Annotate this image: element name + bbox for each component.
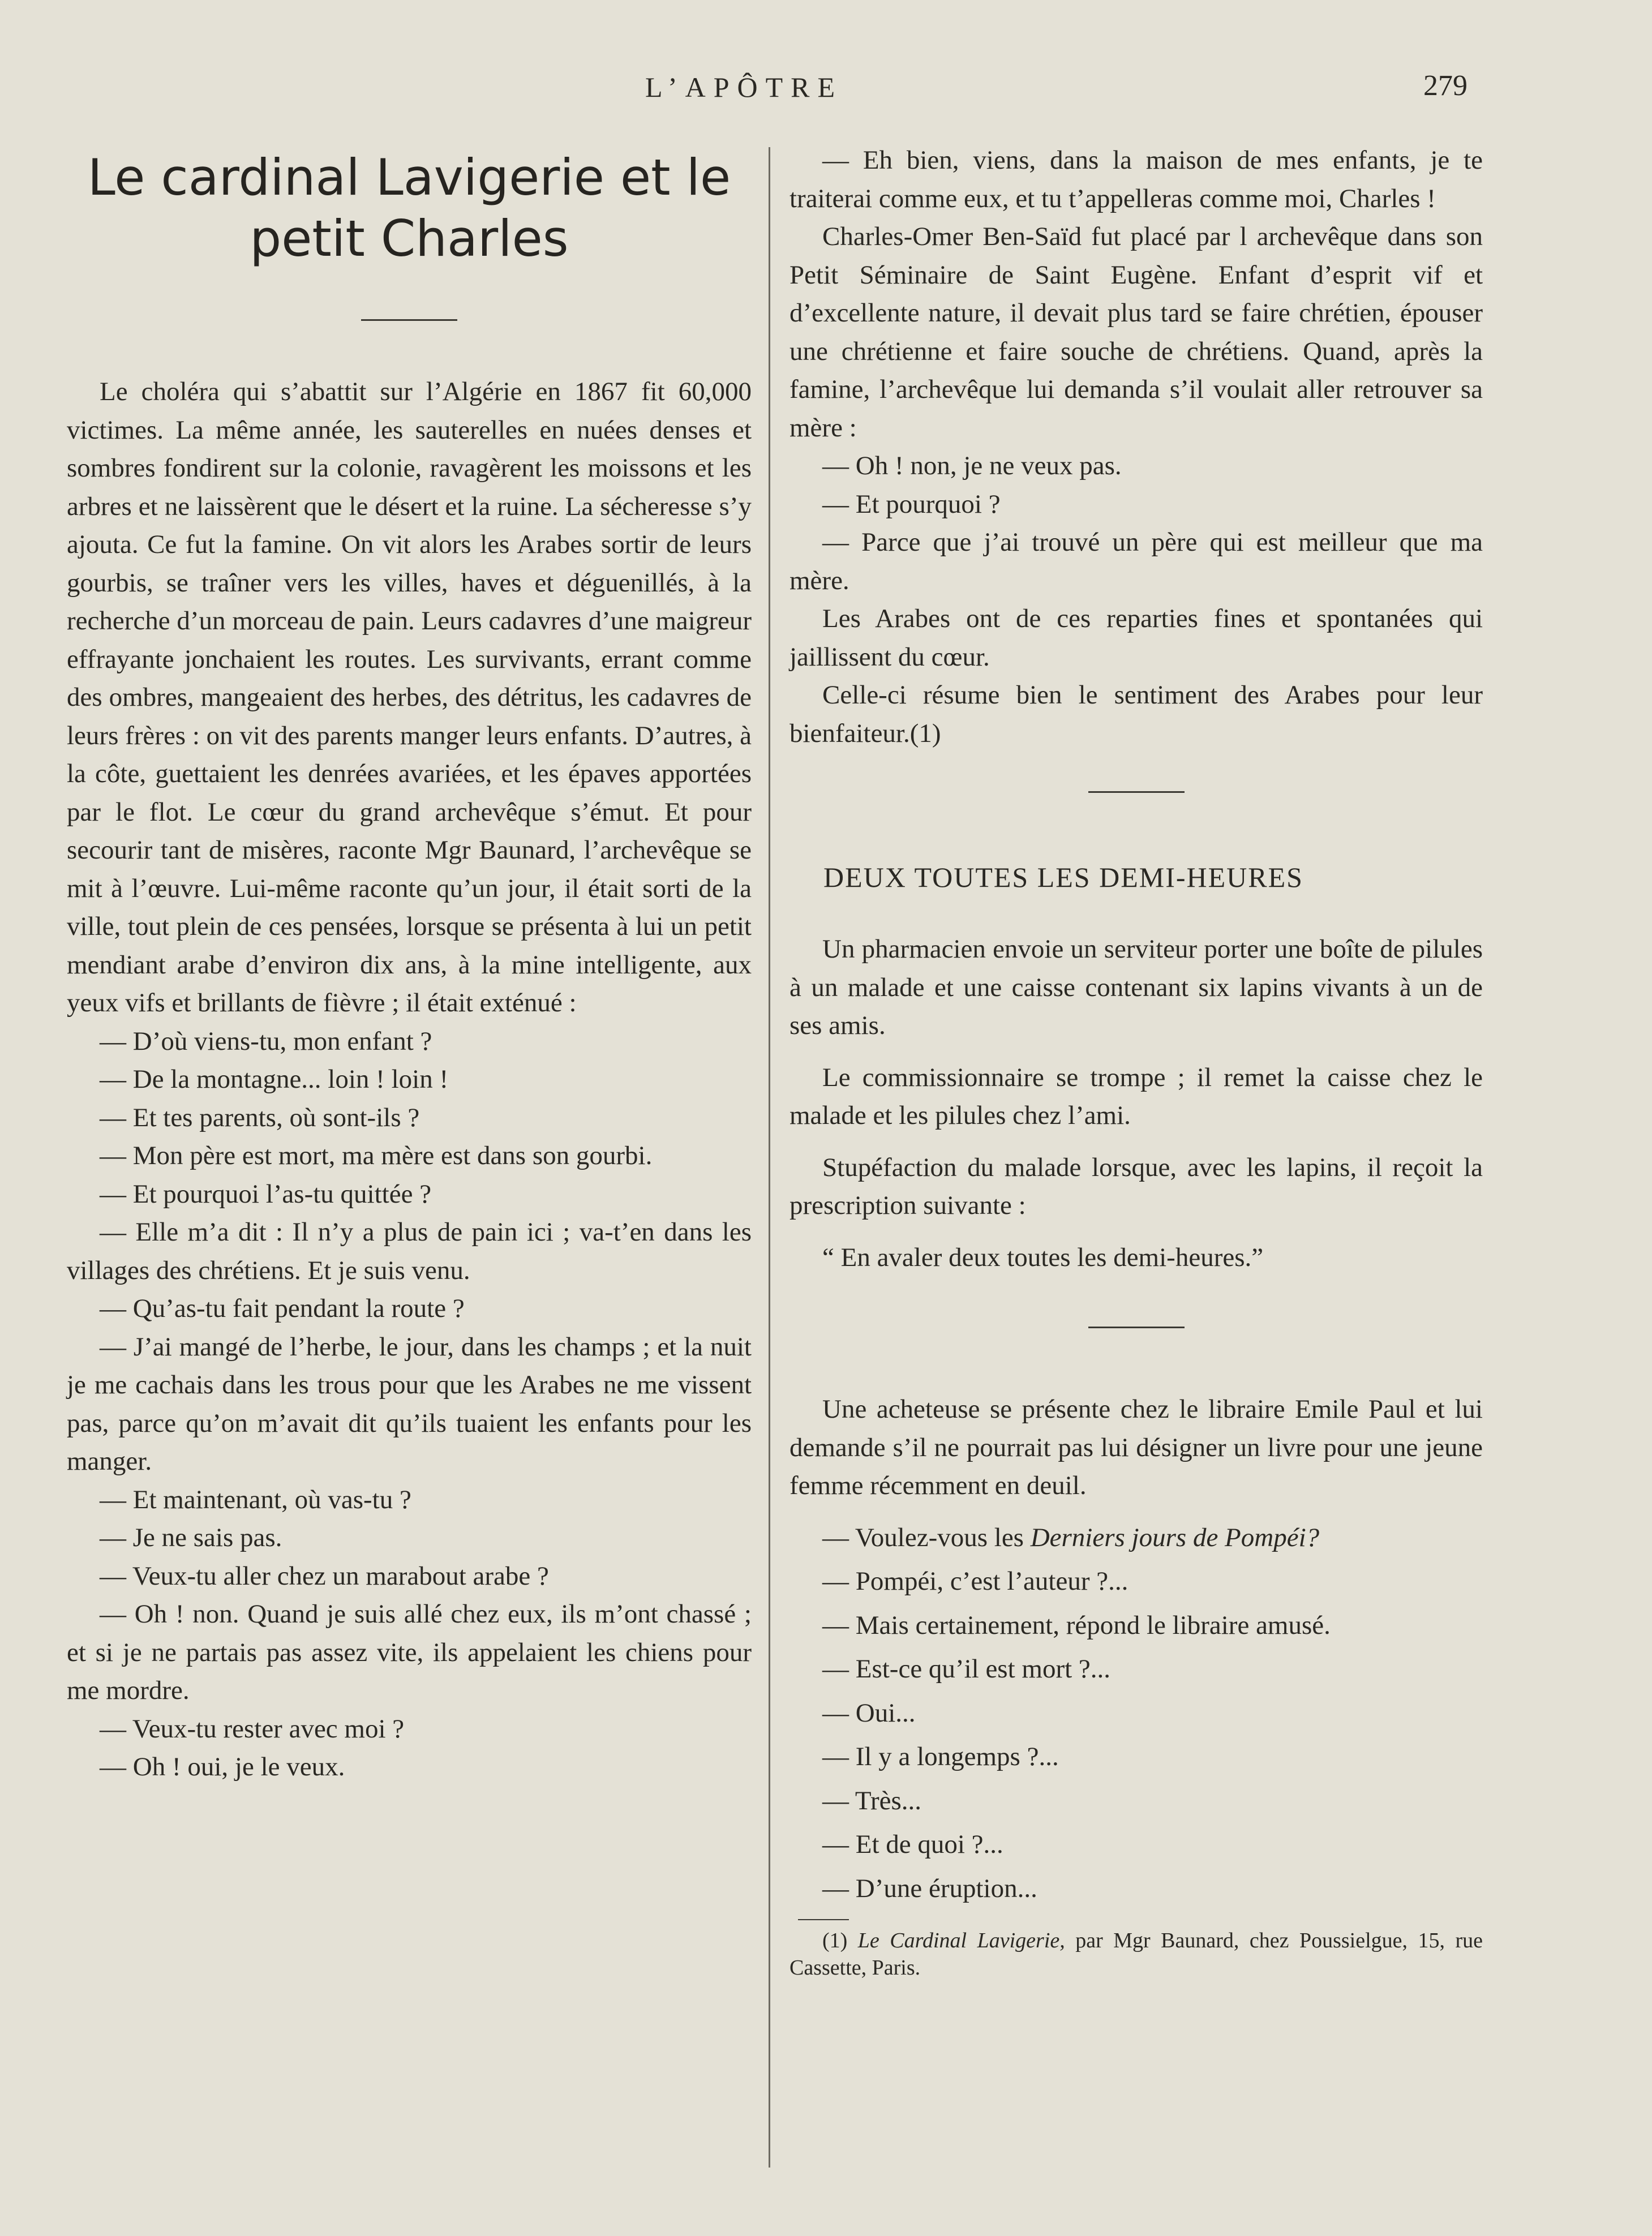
dialogue-line: — Eh bien, viens, dans la maison de mes enfants, je te traiterai comme eux, et tu t’appelleras comme moi, Charles ! — [789, 145, 1483, 213]
dialogue-line: — D’où viens-tu, mon enfant ? — [100, 1026, 432, 1056]
dialogue-line: — De la montagne... loin ! loin ! — [100, 1065, 449, 1094]
dialogue-line: — Je ne sais pas. — [100, 1523, 282, 1552]
footnote-rule — [798, 1919, 849, 1920]
page-number: 279 — [1423, 70, 1468, 102]
dialogue-line: — Et de quoi ?... — [822, 1830, 1003, 1859]
section-heading: DEUX TOUTES LES DEMI-HEURES — [823, 861, 1303, 893]
right-column — [789, 141, 1483, 1981]
dialogue-line: — Elle m’a dit : Il n’y a plus de pain ici ; va-t’en dans les villages des chrétiens. Et je suis venu. — [67, 1217, 752, 1285]
paragraph: Le choléra qui s’abattit sur l’Algérie en 1867 fit 60,000 victimes. La même année, les sauterelles en nuées denses et sombres fondirent sur la colonie, ravagèrent les moissons et les arbres et ne laissèrent que le désert et la ruine. La sécheresse s’y ajouta. Ce fut la famine. On vit alors les Arabes sortir de leurs gourbis, se traîner vers les villes, haves et déguenillés, à la recherche d’un morceau de pain. Leurs cadavres d’une maigreur effrayante jonchaient les routes. Les survivants, errant comme des ombres, mangeaient des herbes, des détritus, les cadavres de leurs frères : on vit des parents manger leurs enfants. D’autres, à la côte, guettaient les denrées avariées, et les épaves apportées par le flot. Le cœur du grand archevêque s’émut. Et pour secourir tant de misères, raconte Mgr Baunard, l’archevêque se mit à l’œuvre. Lui-même raconte qu’un jour, il était sorti de la ville, tout plein de ces pensées, lorsque se présenta à lui un petit mendiant arabe d’environ dix ans, à la mine intelligente, aux yeux vifs et brillants de fièvre ; il était exténué : — [67, 377, 752, 1018]
paragraph: Une acheteuse se présente chez le libraire Emile Paul et lui demande s’il ne pourrait pas lui désigner un livre pour une jeune femme récemment en deuil. — [789, 1394, 1483, 1500]
dialogue-line: — Et maintenant, où vas-tu ? — [100, 1484, 411, 1514]
dialogue-line: — J’ai mangé de l’herbe, le jour, dans les champs ; et la nuit je me cachais dans les trous pour que les Arabes ne me vissent pas, parce qu’on m’avait dit qu’ils tuaient les enfants pour les manger. — [67, 1332, 752, 1476]
dialogue-line: — Mon père est mort, ma mère est dans son gourbi. — [100, 1141, 653, 1170]
dialogue-line: — Oh ! non. Quand je suis allé chez eux, ils m’ont chassé ; et si je ne partais pas assez vite, ils appelaient les chiens pour me mordre. — [67, 1599, 752, 1705]
section-separator — [1088, 1327, 1185, 1328]
dialogue-line: — Est-ce qu’il est mort ?... — [822, 1654, 1111, 1684]
footnote — [789, 1927, 1483, 1981]
running-title: L’APÔTRE — [645, 71, 843, 103]
dialogue-line: — Mais certainement, répond le libraire amusé. — [822, 1610, 1331, 1640]
paragraph: Celle-ci résume bien le sentiment des Arabes pour leur bienfaiteur.(1) — [789, 680, 1483, 748]
footnote-book-title: Le Cardinal Lavigerie, — [857, 1929, 1065, 1952]
left-column — [67, 136, 752, 1787]
article-title: Le cardinal Lavigerie et le petit Charles — [87, 148, 731, 268]
dialogue-line: — Pompéi, c’est l’auteur ?... — [822, 1567, 1128, 1596]
dialogue-line: — Qu’as-tu fait pendant la route ? — [100, 1294, 465, 1323]
dialogue-line: — Veux-tu rester avec moi ? — [100, 1714, 405, 1744]
footnote-marker: (1) — [822, 1929, 858, 1952]
dialogue-line: — Oh ! non, je ne veux pas. — [822, 451, 1122, 480]
footnote-text: par Mgr Baunard, chez Poussielgue, 15, rue Cassette, Paris. — [789, 1929, 1483, 1980]
dialogue-line: — D’une éruption... — [822, 1873, 1037, 1903]
dialogue-line: — Parce que j’ai trouvé un père qui est meilleur que ma mère. — [789, 527, 1483, 595]
book-title: Derniers jours de Pompéi? — [1030, 1522, 1320, 1552]
paragraph: Les Arabes ont de ces reparties fines et spontanées qui jaillissent du cœur. — [789, 604, 1483, 672]
dialogue-line: — Veux-tu aller chez un marabout arabe ? — [100, 1561, 549, 1591]
dialogue-prefix: — Voulez-vous les — [822, 1522, 1031, 1552]
dialogue-line: — Oh ! oui, je le veux. — [100, 1752, 345, 1782]
title-separator — [361, 319, 457, 321]
paragraph: Le commissionnaire se trompe ; il remet la caisse chez le malade et les pilules chez l’ami. — [789, 1062, 1483, 1130]
section-separator — [1088, 791, 1185, 793]
dialogue-line: — Et tes parents, où sont-ils ? — [100, 1102, 420, 1132]
paragraph: Stupéfaction du malade lorsque, avec les lapins, il reçoit la prescription suivante : — [789, 1152, 1483, 1220]
dialogue-line: — Et pourquoi l’as-tu quittée ? — [100, 1179, 432, 1209]
dialogue-line: — Et pourquoi ? — [822, 489, 1001, 519]
dialogue-line: — Il y a longemps ?... — [822, 1742, 1059, 1771]
column-divider — [769, 147, 770, 2168]
paragraph: Un pharmacien envoie un serviteur porter une boîte de pilules à un malade et une caisse contenant six lapins vivants à un de ses amis. — [789, 934, 1483, 1040]
quote-line: “ En avaler deux toutes les demi-heures.” — [822, 1242, 1264, 1272]
dialogue-line — [789, 1519, 1483, 1557]
dialogue-line: — Très... — [822, 1786, 922, 1816]
dialogue-line: — Oui... — [822, 1698, 916, 1728]
paragraph: Charles-Omer Ben-Saïd fut placé par l archevêque dans son Petit Séminaire de Saint Eugène. Enfant d’esprit vif et d’excellente nature, il devait plus tard se faire chrétien, épouser une chrétienne et faire souche de chrétiens. Quand, après la famine, l’archevêque lui demanda s’il voulait aller retrouver sa mère : — [789, 222, 1483, 443]
